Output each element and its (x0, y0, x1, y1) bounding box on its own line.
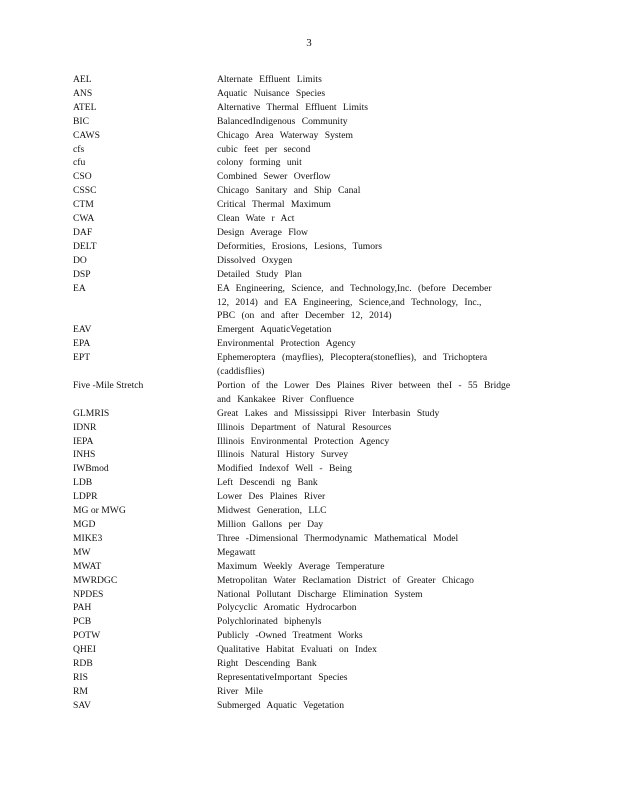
definition-line: Clean Wate r Act (217, 213, 295, 225)
definition-line: Critical Thermal Maximum (217, 199, 331, 211)
definition-line: Great Lakes and Mississippi River Interbasin Study (217, 407, 440, 419)
abbreviation-definition (217, 379, 523, 407)
abbreviation-term: LDB (73, 477, 93, 489)
definition-line: Deformities, Erosions, Lesions, Tumors (217, 240, 382, 252)
definition-line: Left Descendi ng Bank (217, 477, 318, 489)
abbreviation-term: RDB (73, 658, 93, 670)
definition-line: Chicago Sanitary and Ship Canal (217, 185, 361, 197)
abbreviation-row (73, 254, 533, 268)
definition-line: Million Gallons per Day (217, 519, 324, 530)
abbreviation-definition (217, 226, 523, 240)
abbreviation-row (73, 379, 533, 407)
definition-line: Detailed Study Plan (217, 268, 302, 280)
definition-line: Aquatic Nuisance Species (217, 87, 326, 99)
abbreviation-row (73, 351, 533, 379)
definition-line: Ephemeroptera (mayflies), Plecoptera(stoneflies), and Trichoptera (217, 352, 488, 364)
abbreviation-term: IDNR (73, 421, 97, 433)
abbreviation-row (73, 490, 533, 504)
abbreviation-term: Five -Mile Stretch (73, 379, 144, 391)
definition-line: EA Engineering, Science, and Technology,Inc. (before December (217, 282, 492, 294)
abbreviation-term: INHS (73, 449, 96, 461)
abbreviation-row (73, 323, 533, 337)
definition-line: Polycyclic Aromatic Hydrocarbon (217, 602, 357, 614)
definition-line: Illinois Department of Natural Resources (217, 421, 392, 433)
abbreviation-row (73, 156, 533, 170)
abbreviation-definition (217, 282, 523, 324)
abbreviation-term: MWRDGC (73, 574, 118, 586)
abbreviation-row (73, 198, 533, 212)
abbreviation-row (73, 546, 533, 560)
abbreviation-term: ANS (73, 87, 93, 99)
definition-line: Lower Des Plaines River (217, 491, 326, 503)
definition-line: RepresentativeImportant Species (217, 671, 348, 683)
definition-line: Right Descending Bank (217, 658, 317, 670)
definition-line: Illinois Environmental Protection Agency (217, 435, 390, 447)
abbreviation-term: MG or MWG (73, 505, 126, 517)
abbreviation-row (73, 73, 533, 87)
definition-line: Modified Indexof Well - Being (217, 463, 352, 475)
definition-line: and Kankakee River Confluence (217, 393, 354, 405)
abbreviation-row (73, 115, 533, 129)
abbreviation-definition (217, 699, 523, 713)
abbreviation-term: IEPA (73, 435, 94, 447)
abbreviation-row (73, 532, 533, 546)
definition-line: Environmental Protection Agency (217, 338, 356, 350)
definition-line: (caddisflies) (217, 366, 265, 378)
abbreviation-term: BIC (73, 115, 89, 127)
abbreviation-definition (217, 156, 523, 170)
abbreviation-term: MGD (73, 519, 96, 530)
abbreviation-term: PAH (73, 602, 92, 614)
abbreviation-definition (217, 518, 523, 532)
definition-line: Qualitative Habitat Evaluati on Index (217, 644, 377, 656)
definition-line: colony forming unit (217, 157, 302, 169)
abbreviation-definition (217, 574, 523, 588)
definition-line: National Pollutant Discharge Elimination System (217, 588, 423, 600)
abbreviation-term: MIKE3 (73, 532, 103, 544)
abbreviation-term: POTW (73, 630, 101, 642)
definition-line: Submerged Aquatic Vegetation (217, 699, 345, 711)
abbreviation-term: EA (73, 282, 86, 294)
abbreviation-definition (217, 184, 523, 198)
abbreviation-definition (217, 671, 523, 685)
abbreviation-row (73, 435, 533, 449)
abbreviation-definition (217, 212, 523, 226)
abbreviation-row (73, 448, 533, 462)
abbreviation-definition (217, 601, 523, 615)
abbreviation-definition (217, 129, 523, 143)
definition-line: Megawatt (217, 546, 256, 558)
abbreviation-term: MWAT (73, 560, 102, 572)
abbreviation-term: GLMRIS (73, 407, 110, 419)
abbreviation-definition (217, 337, 523, 351)
abbreviation-row (73, 574, 533, 588)
abbreviation-definition (217, 143, 523, 157)
page-number: 3 (306, 37, 312, 49)
definition-line: Maximum Weekly Average Temperature (217, 560, 385, 572)
abbreviation-term: PCB (73, 616, 92, 628)
abbreviation-term: NPDES (73, 588, 104, 600)
abbreviation-definition (217, 504, 523, 518)
abbreviation-term: EAV (73, 324, 92, 336)
abbreviation-definition (217, 421, 523, 435)
abbreviation-row (73, 699, 533, 713)
definition-line: Three -Dimensional Thermodynamic Mathematical Model (217, 532, 459, 544)
abbreviation-term: MW (73, 546, 91, 558)
abbreviation-term: CSSC (73, 185, 97, 197)
abbreviation-term: CWA (73, 213, 95, 225)
abbreviation-row (73, 212, 533, 226)
abbreviation-row (73, 170, 533, 184)
abbreviation-definition (217, 490, 523, 504)
abbreviation-row (73, 282, 533, 324)
abbreviation-term: DAF (73, 226, 93, 238)
abbreviation-row (73, 87, 533, 101)
abbreviation-row (73, 671, 533, 685)
definition-line: Chicago Area Waterway System (217, 129, 354, 141)
definition-line: River Mile (217, 685, 263, 697)
definition-line: BalancedIndigenous Community (217, 115, 348, 127)
abbreviation-row (73, 685, 533, 699)
abbreviation-definition (217, 254, 523, 268)
abbreviation-term: AEL (73, 74, 92, 85)
abbreviation-row (73, 657, 533, 671)
abbreviation-definition (217, 560, 523, 574)
abbreviation-term: ATEL (73, 101, 97, 113)
definition-line: cubic feet per second (217, 143, 311, 155)
abbreviation-row (73, 588, 533, 602)
abbreviation-definition (217, 323, 523, 337)
abbreviation-definition (217, 532, 523, 546)
abbreviation-term: cfs (73, 143, 85, 155)
abbreviation-row (73, 240, 533, 254)
abbreviation-definition (217, 87, 523, 101)
abbreviation-term: DELT (73, 240, 97, 252)
abbreviation-term: CTM (73, 199, 94, 211)
abbreviation-definition (217, 657, 523, 671)
abbreviation-definition (217, 101, 523, 115)
abbreviation-term: LDPR (73, 491, 98, 503)
abbreviation-definition (217, 588, 523, 602)
abbreviation-definition (217, 448, 523, 462)
definition-line: 12, 2014) and EA Engineering, Science,and Technology, Inc., (217, 296, 482, 308)
abbreviation-term: DO (73, 254, 87, 266)
abbreviation-definition (217, 643, 523, 657)
abbreviation-list (73, 73, 533, 713)
abbreviation-row (73, 560, 533, 574)
abbreviation-term: CSO (73, 171, 92, 183)
abbreviation-definition (217, 476, 523, 490)
abbreviation-definition (217, 240, 523, 254)
abbreviation-row (73, 184, 533, 198)
abbreviation-definition (217, 685, 523, 699)
abbreviation-definition (217, 435, 523, 449)
abbreviation-definition (217, 198, 523, 212)
abbreviation-term: cfu (73, 157, 86, 169)
abbreviation-definition (217, 115, 523, 129)
abbreviation-row (73, 643, 533, 657)
definition-line: Illinois Natural History Survey (217, 449, 349, 461)
abbreviation-row (73, 129, 533, 143)
definition-line: Midwest Generation, LLC (217, 505, 327, 517)
definition-line: Polychlorinated biphenyls (217, 616, 322, 628)
abbreviation-term: RIS (73, 671, 88, 683)
abbreviation-term: EPA (73, 338, 91, 350)
abbreviation-row (73, 143, 533, 157)
definition-line: Alternate Effluent Limits (217, 74, 322, 85)
abbreviation-definition (217, 462, 523, 476)
abbreviation-term: SAV (73, 699, 91, 711)
abbreviation-definition (217, 351, 523, 379)
abbreviation-row (73, 504, 533, 518)
abbreviation-term: IWBmod (73, 463, 109, 475)
abbreviation-row (73, 601, 533, 615)
abbreviation-row (73, 615, 533, 629)
abbreviation-definition (217, 73, 523, 87)
abbreviation-row (73, 476, 533, 490)
abbreviation-term: QHEI (73, 644, 96, 656)
abbreviation-term: RM (73, 685, 88, 697)
definition-line: Publicly -Owned Treatment Works (217, 630, 363, 642)
definition-line: Alternative Thermal Effluent Limits (217, 101, 368, 113)
definition-line: Portion of the Lower Des Plaines River between theI - 55 Bridge (217, 379, 511, 391)
abbreviation-row (73, 337, 533, 351)
abbreviation-term: DSP (73, 268, 91, 280)
definition-line: Emergent AquaticVegetation (217, 324, 332, 336)
abbreviation-definition (217, 407, 523, 421)
abbreviation-row (73, 226, 533, 240)
abbreviation-row (73, 518, 533, 532)
abbreviation-row (73, 101, 533, 115)
definition-line: PBC (on and after December 12, 2014) (217, 310, 392, 322)
abbreviation-definition (217, 170, 523, 184)
abbreviation-definition (217, 629, 523, 643)
definition-line: Combined Sewer Overflow (217, 171, 331, 183)
abbreviation-row (73, 629, 533, 643)
abbreviation-row (73, 268, 533, 282)
abbreviation-definition (217, 546, 523, 560)
definition-line: Metropolitan Water Reclamation District of Greater Chicago (217, 574, 474, 586)
abbreviation-row (73, 407, 533, 421)
abbreviation-row (73, 462, 533, 476)
abbreviation-term: EPT (73, 352, 91, 364)
definition-line: Dissolved Oxygen (217, 254, 293, 266)
abbreviation-definition (217, 268, 523, 282)
abbreviation-term: CAWS (73, 129, 100, 141)
abbreviation-definition (217, 615, 523, 629)
abbreviation-row (73, 421, 533, 435)
definition-line: Design Average Flow (217, 226, 308, 238)
